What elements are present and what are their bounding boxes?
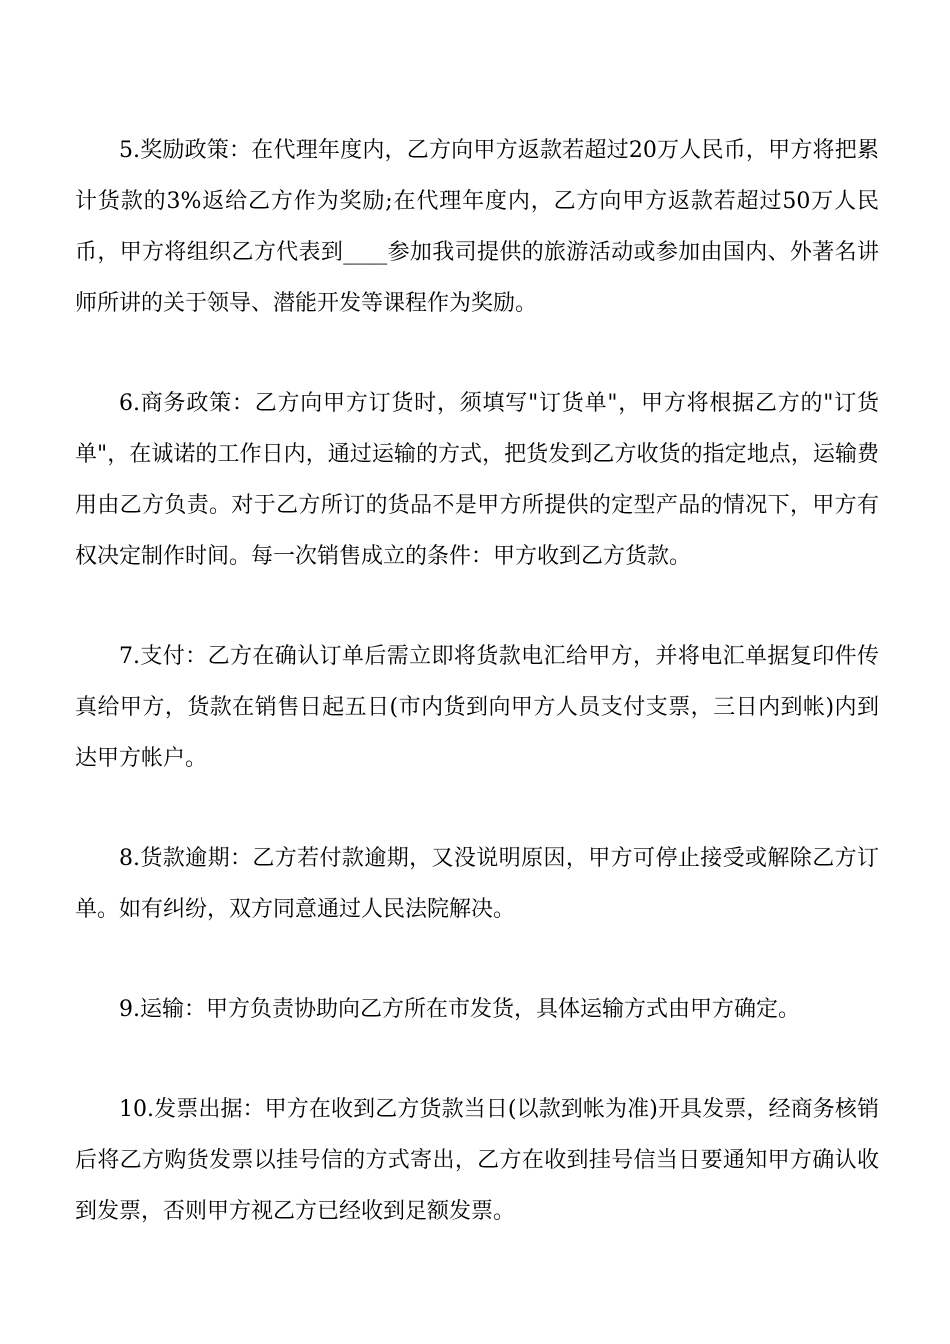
clause-10-invoice: 10.发票出据：甲方在收到乙方货款当日(以款到帐为准)开具发票，经商务核销后将乙方购货发票以挂号信的方式寄出，乙方在收到挂号信当日要通知甲方确认收到发票，否则甲方视乙方已经收到足额发票。 [75,1097,879,1224]
paragraph-gap [75,1035,879,1084]
document-page [75,125,879,1237]
clause-6-business-policy: 6.商务政策：乙方向甲方订货时，须填写"订货单"，甲方将根据乙方的"订货单"，在诚诺的工作日内，通过运输的方式，把货发到乙方收货的指定地点，运输费用由乙方负责。对于乙方所订的货品不是甲方所提供的定型产品的情况下，甲方有权决定制作时间。每一次销售成立的条件：甲方收到乙方货款。 [75,391,879,569]
paragraph-gap [75,329,879,378]
paragraph-gap [75,582,879,631]
clause-5-reward-policy: 5.奖励政策：在代理年度内，乙方向甲方返款若超过20万人民币，甲方将把累计货款的3%返给乙方作为奖励;在代理年度内，乙方向甲方返款若超过50万人民币，甲方将组织乙方代表到____参加我司提供的旅游活动或参加由国内、外著名讲师所讲的关于领导、潜能开发等课程作为奖励。 [75,138,879,316]
paragraph-gap [75,935,879,984]
clause-9-transport: 9.运输：甲方负责协助向乙方所在市发货，具体运输方式由甲方确定。 [119,997,800,1022]
clause-8-overdue-payment: 8.货款逾期：乙方若付款逾期，又没说明原因，甲方可停止接受或解除乙方订单。如有纠纷，双方同意通过人民法院解决。 [75,846,879,922]
paragraph-gap [75,784,879,833]
clause-7-payment: 7.支付：乙方在确认订单后需立即将货款电汇给甲方，并将电汇单据复印件传真给甲方，货款在销售日起五日(市内货到向甲方人员支付支票，三日内到帐)内到达甲方帐户。 [75,644,879,771]
